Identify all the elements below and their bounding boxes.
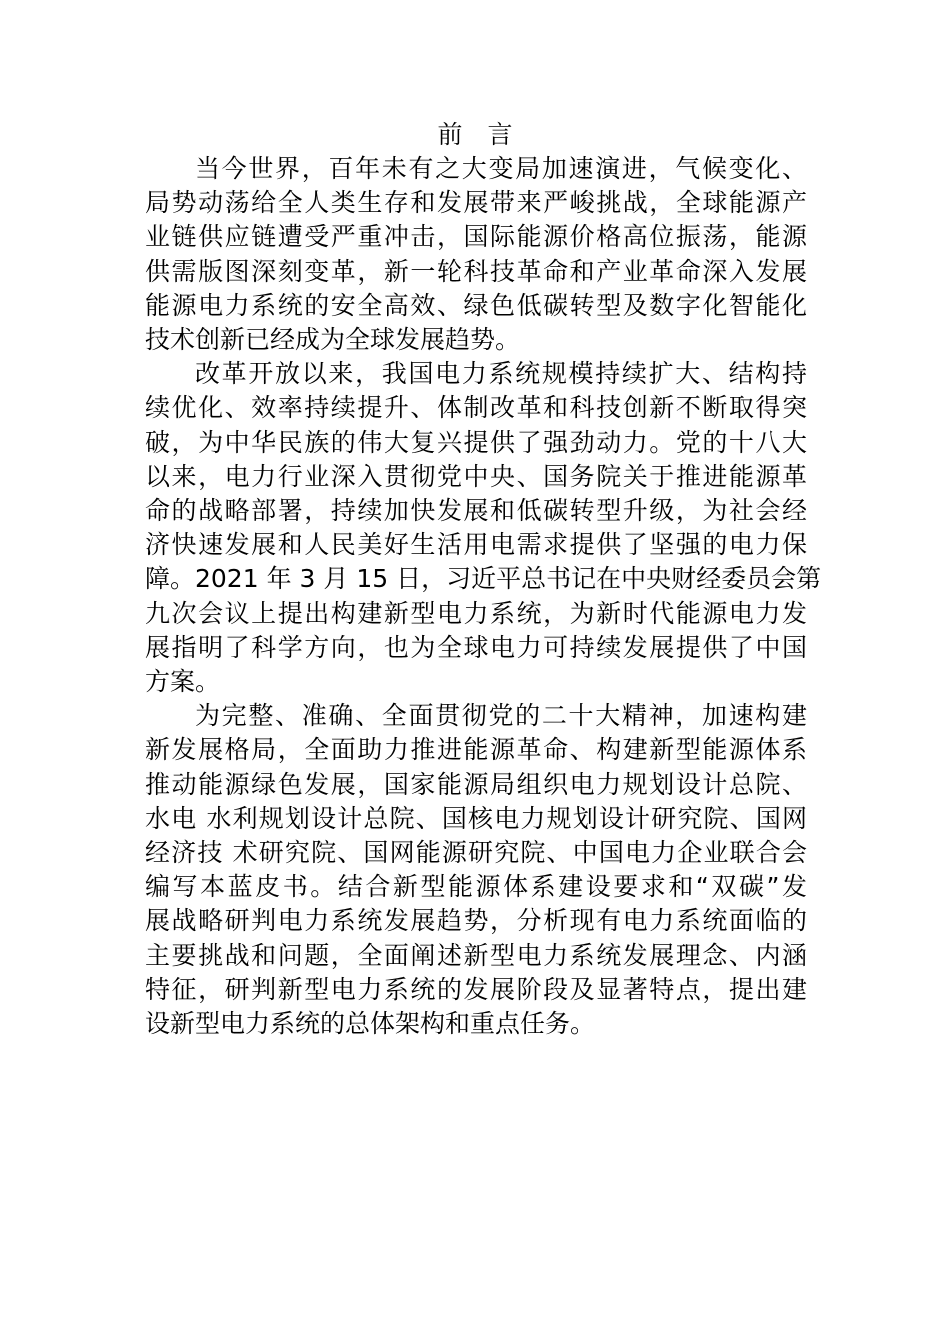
paragraph-3 [145,699,807,1041]
text-line: 展指明了科学方向，也为全球电力可持续发展提供了中国 [145,632,807,662]
text-line: 编写本蓝皮书。结合新型能源体系建设要求和“双碳”发 [145,872,807,902]
text-line: 续优化、效率持续提升、体制改革和科技创新不断取得突 [145,393,807,423]
text-line: 破，为中华民族的伟大复兴提供了强劲动力。党的十八大 [145,427,807,457]
text-line: 方案。 [145,667,221,697]
text-line: 改革开放以来，我国电力系统规模持续扩大、结构持 [195,359,807,389]
text-line: 能源电力系统的安全高效、绿色低碳转型及数字化智能化 [145,290,807,320]
text-line: 济快速发展和人民美好生活用电需求提供了坚强的电力保 [145,530,807,560]
text-line: 技术创新已经成为全球发展趋势。 [145,325,521,355]
text-line: 为完整、准确、全面贯彻党的二十大精神，加速构建 [195,701,807,731]
page-title: 前 言 [437,120,513,149]
text-line: 当今世界，百年未有之大变局加速演进，气候变化、 [195,154,807,183]
text-line: 展战略研判电力系统发展趋势，分析现有电力系统面临的 [145,906,807,936]
paragraph-1 [145,152,807,357]
text-line: 障。2021 年 3 月 15 日，习近平总书记在中央财经委员会第 [145,564,822,594]
text-line: 推动能源绿色发展，国家能源局组织电力规划设计总院、 [145,769,807,799]
text-line: 九次会议上提出构建新型电力系统，为新时代能源电力发 [145,598,807,628]
text-line: 水电 水利规划设计总院、国核电力规划设计研究院、国网 [145,803,807,833]
text-line: 新发展格局，全面助力推进能源革命、构建新型能源体系 [145,735,807,765]
body-text [145,152,822,1041]
text-line: 以来，电力行业深入贯彻党中央、国务院关于推进能源革 [145,461,807,491]
text-line: 局势动荡给全人类生存和发展带来严峻挑战，全球能源产 [145,188,807,218]
text-line: 特征，研判新型电力系统的发展阶段及显著特点，提出建 [145,974,807,1004]
text-line: 供需版图深刻变革，新一轮科技革命和产业革命深入发展 [145,256,807,286]
text-line: 主要挑战和问题，全面阐述新型电力系统发展理念、内涵 [145,940,807,970]
text-line: 命的战略部署，持续加快发展和低碳转型升级，为社会经 [145,496,807,526]
paragraph-2 [145,357,822,699]
text-line: 设新型电力系统的总体架构和重点任务。 [145,1009,596,1039]
text-line: 经济技 术研究院、国网能源研究院、中国电力企业联合会 [145,838,807,868]
text-line: 业链供应链遭受严重冲击，国际能源价格高位振荡，能源 [145,222,807,252]
